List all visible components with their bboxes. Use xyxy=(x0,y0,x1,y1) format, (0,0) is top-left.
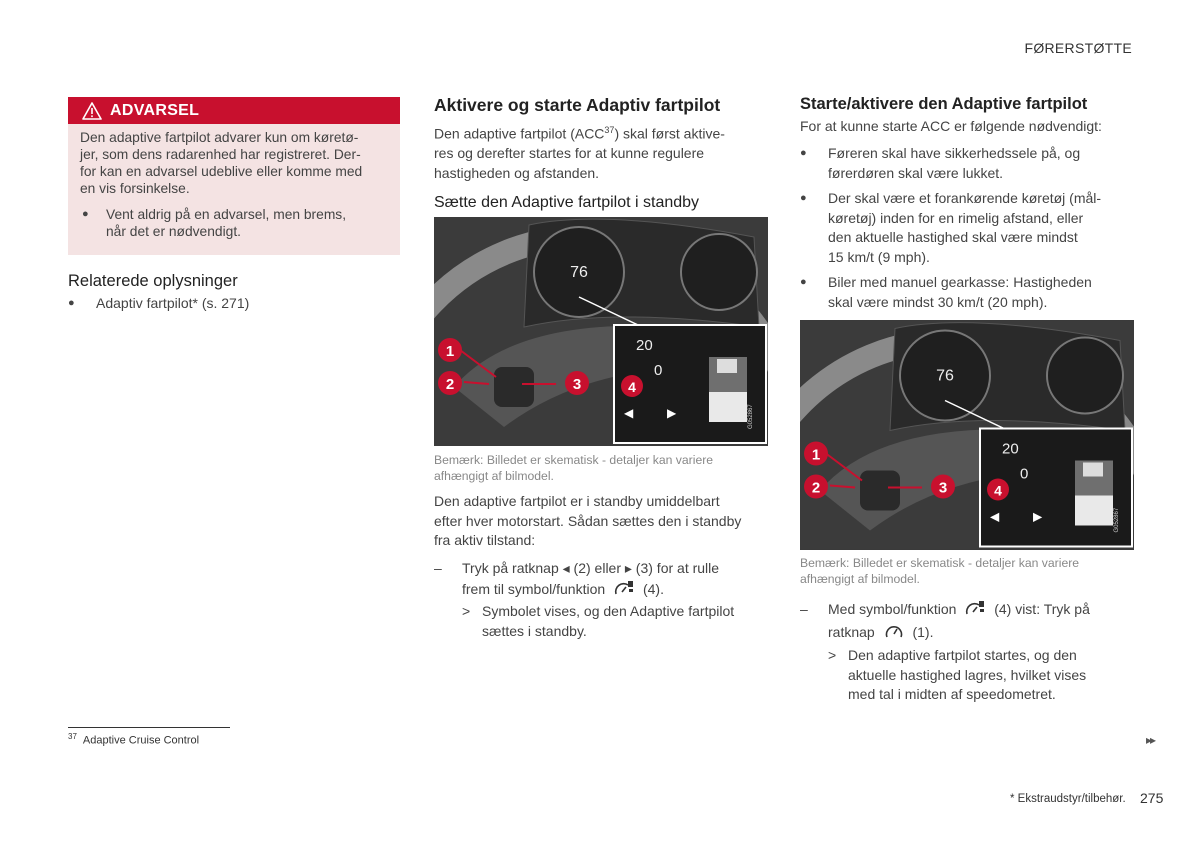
display-zero: 0 xyxy=(1020,465,1029,483)
speedometer-value: 76 xyxy=(570,264,588,281)
col3-title: Starte/aktivere den Adaptive fartpilot xyxy=(800,95,1088,113)
image-code: G052867 xyxy=(748,404,754,429)
callout-1: 1 xyxy=(445,343,455,360)
dash-marker: – xyxy=(800,601,808,617)
warning-box xyxy=(68,97,400,255)
display-speed: 20 xyxy=(1002,440,1019,458)
callout-3: 3 xyxy=(572,376,582,393)
cruise-button-icon xyxy=(883,623,905,641)
col2-intro: Den adaptive fartpilot (ACC$^{37}$) skal først aktive- res og derefter startes for at kunne regulere hastigheden og afstanden. xyxy=(434,125,725,181)
svg-text:▶: ▶ xyxy=(1033,509,1043,524)
result-marker: > xyxy=(828,647,837,663)
svg-text:▶: ▶ xyxy=(667,406,677,420)
col3-intro: For at kunne starte ACC er følgende nødvendigt: xyxy=(800,118,1102,134)
related-title: Relaterede oplysninger xyxy=(68,272,238,290)
acc-symbol-icon xyxy=(964,600,986,618)
result-marker: > xyxy=(462,603,471,619)
warning-bullet xyxy=(80,206,388,240)
col3-bullet-1: ● Føreren skal have sikkerhedssele på, og førerdøren skal være lukket. xyxy=(800,145,1081,181)
warning-title: ADVARSEL xyxy=(110,101,200,119)
display-speed: 20 xyxy=(636,337,653,354)
image-code: G052867 xyxy=(1114,507,1120,533)
callout-4: 4 xyxy=(628,379,636,395)
caption-2: Bemærk: Billedet er skematisk - detaljer kan variere afhængigt af bilmodel. xyxy=(800,556,1080,586)
footnote: $^{37}$ Adaptive Cruise Control xyxy=(68,732,200,747)
speedometer-value: 76 xyxy=(936,367,954,385)
col3-bullets xyxy=(800,144,1135,318)
warning-body xyxy=(68,124,400,240)
col3-bullet-2: ● Der skal være et forankørende køretøj (mål- køretøj) inden for en rimelig afstand, eller den aktuelle hastighed skal være mindst 15 km/t (9 mph). xyxy=(800,190,1102,265)
col2-title: Aktivere og starte Adaptiv fartpilot xyxy=(434,95,721,115)
dash-marker: – xyxy=(434,560,442,576)
callout-3: 3 xyxy=(938,479,948,497)
display-zero: 0 xyxy=(654,362,663,379)
related-link[interactable]: Adaptiv fartpilot* (s. 271) xyxy=(96,295,250,311)
callout-2: 2 xyxy=(811,479,821,497)
svg-text:◀: ◀ xyxy=(990,509,1000,524)
steering-illustration-1 xyxy=(434,217,768,446)
col3-bullet-3: ● Biler med manuel gearkasse: Hastigheden skal være mindst 30 km/t (20 mph). xyxy=(800,274,1092,310)
callout-2: 2 xyxy=(445,376,455,393)
steering-wheel-drawing xyxy=(800,320,1134,550)
footer-note: * Ekstraudstyr/tilbehør. xyxy=(1010,793,1126,805)
steering-illustration-2 xyxy=(800,320,1134,550)
callout-1: 1 xyxy=(811,446,821,464)
col2-body: Den adaptive fartpilot er i standby umiddelbart efter hver motorstart. Sådan sættes den i standby fra aktiv tilstand: xyxy=(434,493,742,548)
col2-step: – Tryk på ratknap ◂ (2) eller ▸ (3) for at rulle frem til symbol/funktion (4). > Symbolet vises, og den Adaptive fartpilot sættes i standby. xyxy=(434,558,769,641)
bullet-marker: ● xyxy=(82,208,89,220)
steering-wheel-drawing xyxy=(434,217,768,446)
col2-subtitle: Sætte den Adaptive fartpilot i standby xyxy=(434,194,700,211)
warning-header xyxy=(68,97,400,124)
related-item[interactable] xyxy=(68,295,249,312)
warning-triangle-icon xyxy=(82,102,102,120)
callout-4: 4 xyxy=(994,482,1002,499)
warning-text: Den adaptive fartpilot advarer kun om køretø- jer, som dens radarenhed har registreret. Der- for kan en advarsel udeblive eller komme med en vis forsinkelse. xyxy=(80,130,363,196)
col2-result: Symbolet vises, og den Adaptive fartpilot sættes i standby. xyxy=(482,603,735,639)
svg-text:◀: ◀ xyxy=(624,406,634,420)
col3-step: – Med symbol/funktion (4) vist: Tryk på ratknap (1). > Den adaptive fartpilot startes, og den aktuelle hastighed lagres, hvilket vises med tal i midten af speedometret. xyxy=(800,598,1135,705)
footnote-divider xyxy=(68,727,230,728)
section-header: FØRERSTØTTE xyxy=(1024,40,1132,56)
page-number: 275 xyxy=(1140,790,1164,806)
next-page-arrow[interactable]: ▸▸ xyxy=(1146,733,1155,747)
bullet-marker: ● xyxy=(68,297,75,309)
caption-1: Bemærk: Billedet er skematisk - detaljer kan variere afhængigt af bilmodel. xyxy=(434,453,714,483)
acc-symbol-icon xyxy=(613,580,635,598)
footnote-number: 37 xyxy=(68,732,77,741)
warning-bullet-text: Vent aldrig på en advarsel, men brems, når det er nødvendigt. xyxy=(106,207,347,239)
col3-result: Den adaptive fartpilot startes, og den aktuelle hastighed lagres, hvilket vises med tal i midten af speedometret. xyxy=(848,647,1087,702)
